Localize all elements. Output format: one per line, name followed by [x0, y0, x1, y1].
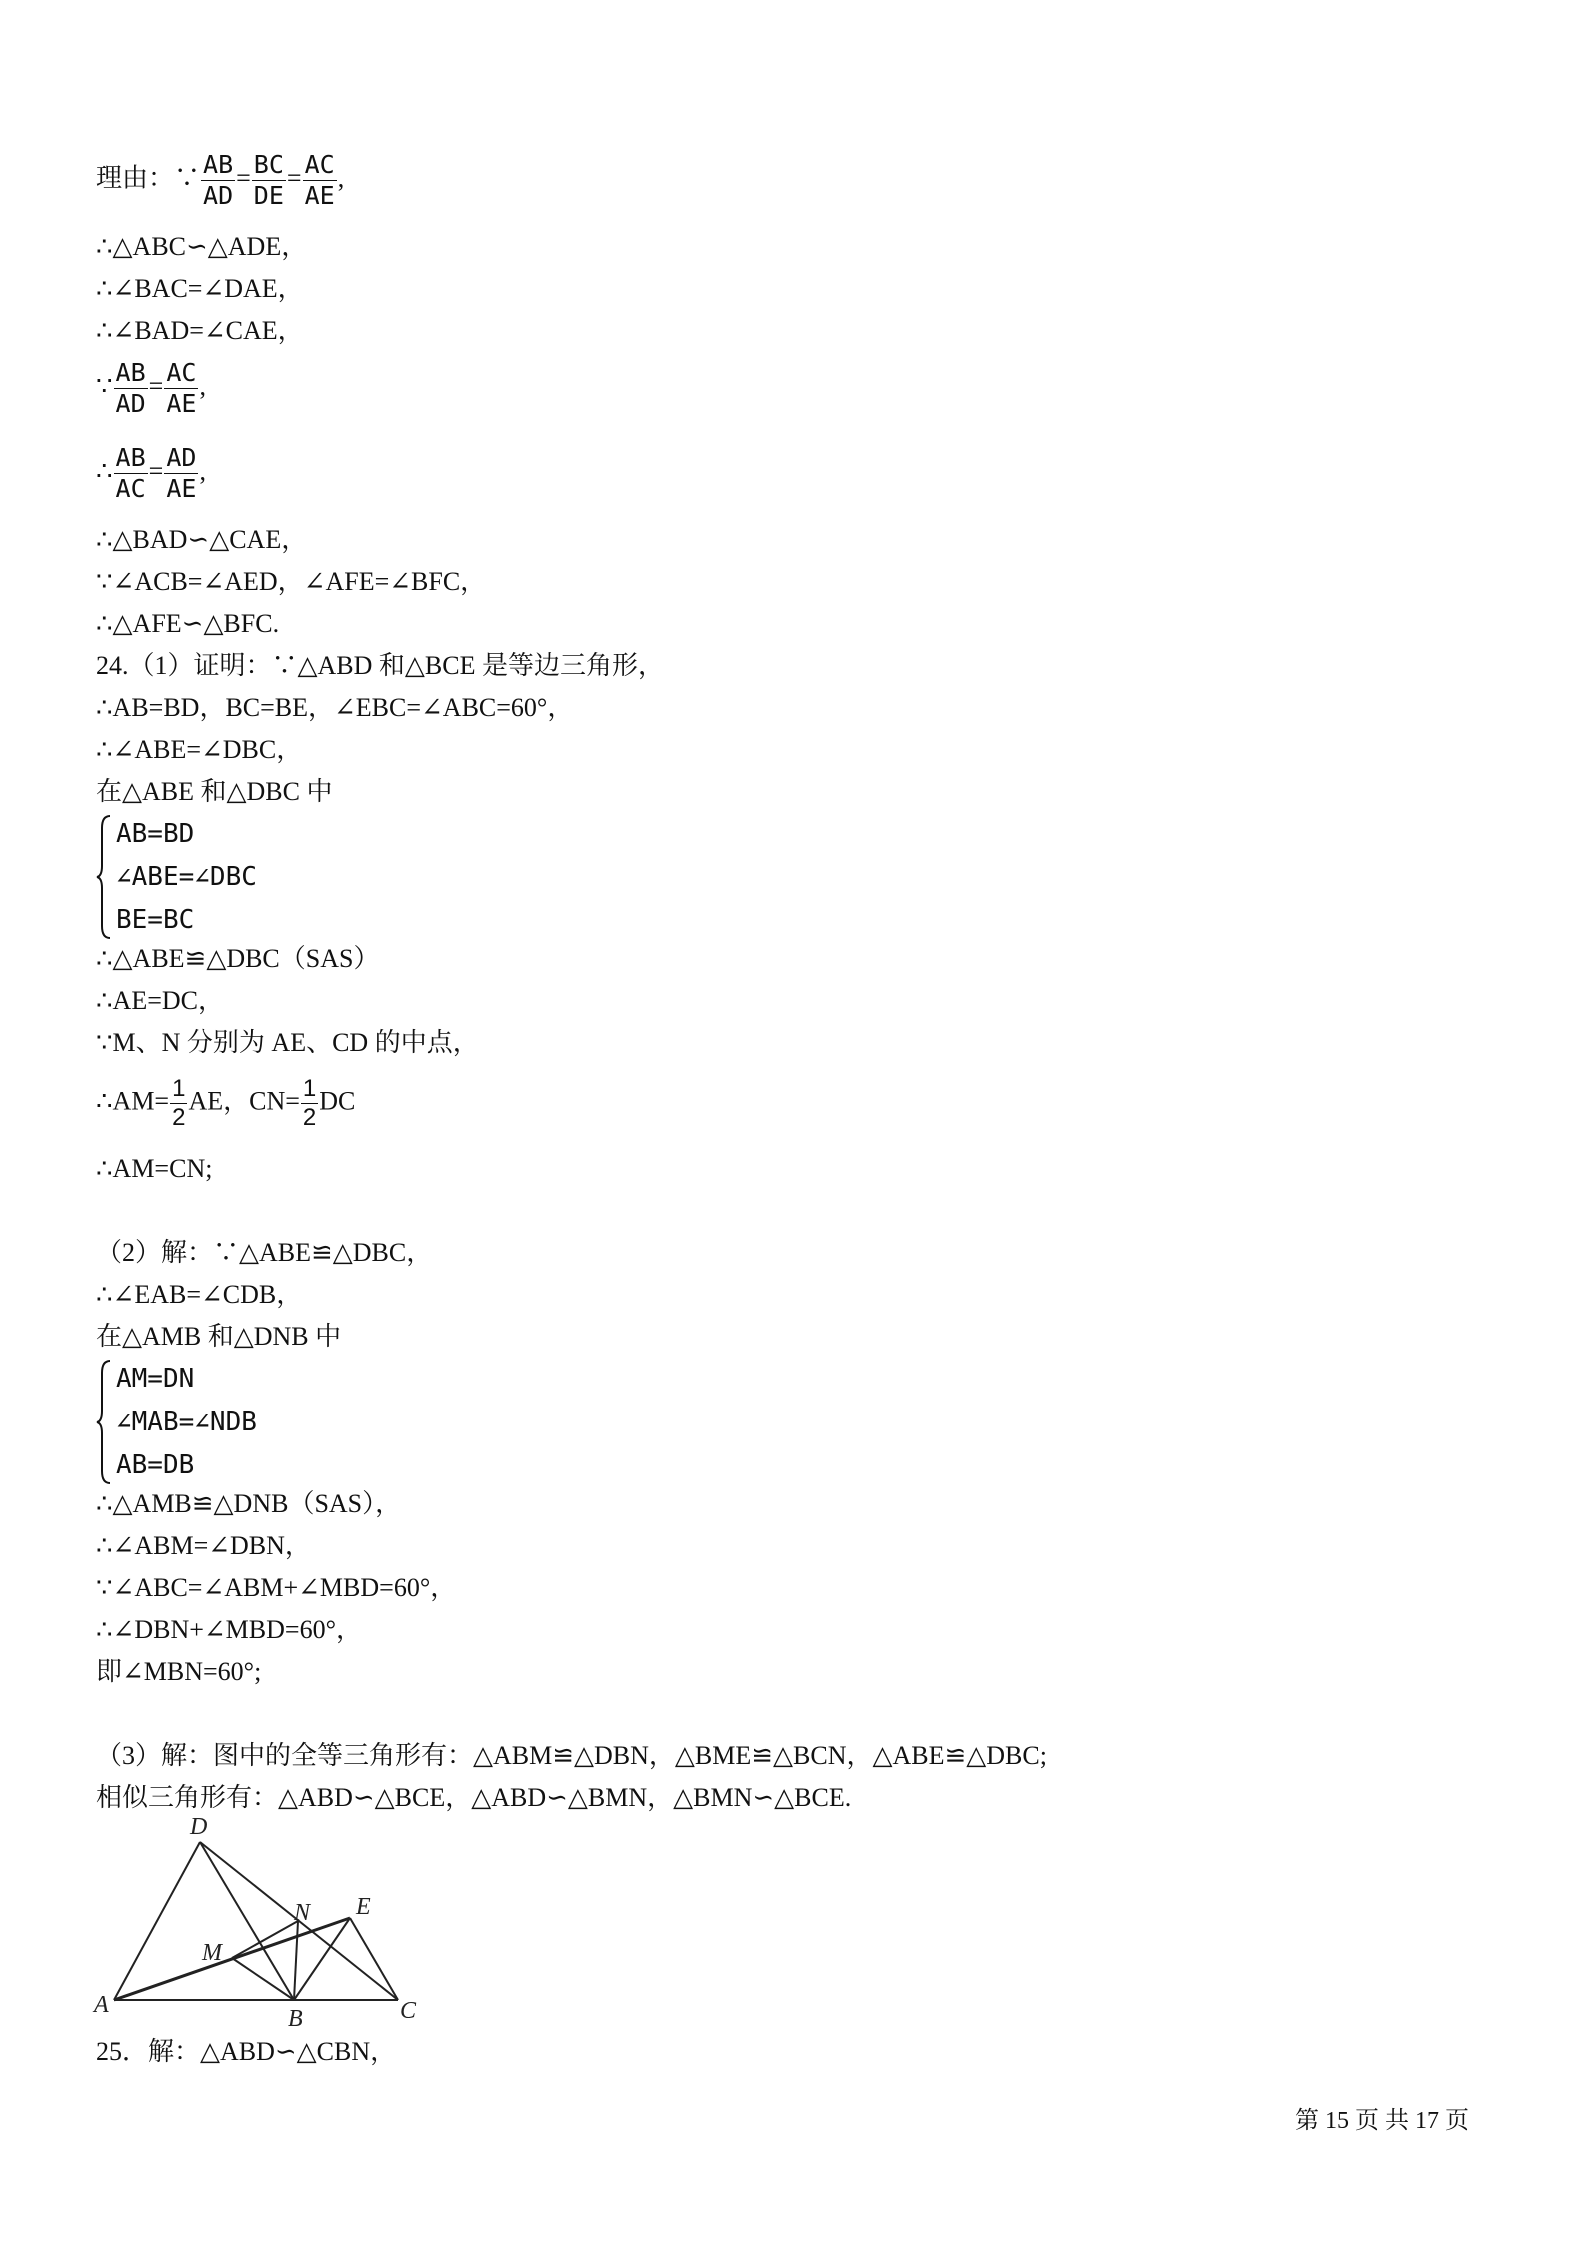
segment-mb [232, 1958, 294, 2000]
label-c: C [400, 1998, 417, 2024]
fraction-bc-de: $\frac{BC}{DE}$ [253, 150, 284, 210]
fraction-one-half: $\frac{1}{2}$ [172, 1075, 186, 1131]
proof-line: ∴∠BAC=∠DAE， [96, 274, 304, 303]
proof-line: ∵M、N 分别为 AE、CD 的中点， [96, 1028, 479, 1057]
label-b: B [288, 2006, 303, 2032]
proof-line: ∴∠BAD=∠CAE， [96, 316, 304, 345]
proof-line: ∴∠ABM=∠DBN， [96, 1531, 311, 1560]
proof-line: ∴△BAD∽△CAE， [96, 525, 308, 554]
proof-line: 在△AMB 和△DNB 中 [96, 1322, 342, 1351]
proof-line-half: ∴AM= $\frac{1}{2}$ AE，CN= $\frac{1}{2}$ DC [96, 1075, 356, 1131]
label-a: A [94, 1992, 109, 2018]
problem-24-heading: 24.（1）证明：∵△ABD 和△BCE 是等边三角形， [96, 651, 664, 680]
proof-line: ∴∠DBN+∠MBD=60°， [96, 1615, 362, 1644]
reason-line: 理由：∵ $\frac{AB}{AD}$ = $\frac{BC}{DE}$ = $\frac{AC}{AE}$ , [96, 150, 345, 210]
proof-line: ∴△AMB≌△DNB（SAS）， [96, 1489, 402, 1518]
system-row: AM=DN [116, 1364, 195, 1394]
system-rows [112, 814, 257, 940]
proof-line: ∴AB=BD，BC=BE，∠EBC=∠ABC=60°， [96, 693, 574, 722]
proof-line: ∴∠ABE=∠DBC， [96, 735, 303, 764]
system-row: ∠MAB=∠NDB [116, 1407, 257, 1437]
system-row: AB=BD [116, 819, 195, 849]
equation-system-2 [96, 1359, 257, 1485]
segment-nb [294, 1921, 298, 2000]
figure-lines [114, 1842, 398, 2000]
geometry-figure [92, 1812, 432, 2032]
left-brace-icon [96, 814, 112, 940]
fraction-ad-ae: $\frac{AD}{AE}$ [166, 443, 197, 503]
segment-db [200, 1842, 294, 2000]
proof-line-fraction: ∵ $\frac{AB}{AD}$ = $\frac{AC}{AE}$ , [96, 358, 206, 418]
system-row: AB=DB [116, 1450, 195, 1480]
label-n: N [294, 1900, 311, 1926]
page-number: 15 [1325, 2108, 1349, 2134]
fraction-one-half: $\frac{1}{2}$ [302, 1075, 317, 1131]
segment-ad [114, 1842, 200, 2000]
segment-be [294, 1918, 350, 2000]
proof-line: ∴△AFE∽△BFC. [96, 609, 280, 638]
system-row: BE=BC [116, 905, 195, 935]
fraction-ab-ad: $\frac{AB}{AD}$ [115, 358, 146, 418]
fraction-ab-ad: $\frac{AB}{AD}$ [203, 150, 234, 210]
part-3-line: 相似三角形有：△ABD∽△BCE，△ABD∽△BMN，△BMN∽△BCE. [96, 1783, 852, 1812]
proof-line: ∵∠ACB=∠AED，∠AFE=∠BFC， [96, 567, 487, 596]
equation-system-1 [96, 814, 257, 940]
proof-line: ∴∠EAB=∠CDB， [96, 1280, 303, 1309]
proof-line: ∵∠ABC=∠ABM+∠MBD=60°， [96, 1573, 457, 1602]
proof-line-fraction: ∴ $\frac{AB}{AC}$ = $\frac{AD}{AE}$ , [96, 443, 206, 503]
proof-line: ∴AE=DC， [96, 986, 224, 1015]
system-rows [112, 1359, 257, 1485]
page-footer: 第 15 页 共 17 页 [1295, 2108, 1469, 2134]
page-total: 17 [1415, 2108, 1439, 2134]
segment-ec [350, 1918, 398, 2000]
proof-line: ∴△ABE≌△DBC（SAS） [96, 944, 380, 973]
label-e: E [356, 1894, 371, 1920]
part-2-heading: （2）解：∵△ABE≌△DBC， [96, 1238, 433, 1267]
left-brace-icon [96, 1359, 112, 1485]
proof-line: ∴△ABC∽△ADE， [96, 232, 308, 261]
fraction-ab-ac: $\frac{AB}{AC}$ [115, 443, 146, 503]
label-d: D [190, 1814, 208, 1840]
proof-line: ∴AM=CN; [96, 1154, 213, 1183]
part-3-line: （3）解：图中的全等三角形有：△ABM≌△DBN，△BME≌△BCN，△ABE≌△DBC; [96, 1741, 1047, 1770]
proof-line: 在△ABE 和△DBC 中 [96, 777, 333, 806]
fraction-ac-ae: $\frac{AC}{AE}$ [166, 358, 197, 418]
system-row: ∠ABE=∠DBC [116, 862, 257, 892]
problem-25-heading: 25．解：△ABD∽△CBN， [96, 2037, 397, 2066]
label-m: M [202, 1940, 222, 1966]
fraction-ac-ae: $\frac{AC}{AE}$ [304, 150, 335, 210]
proof-line: 即∠MBN=60°; [96, 1657, 262, 1686]
